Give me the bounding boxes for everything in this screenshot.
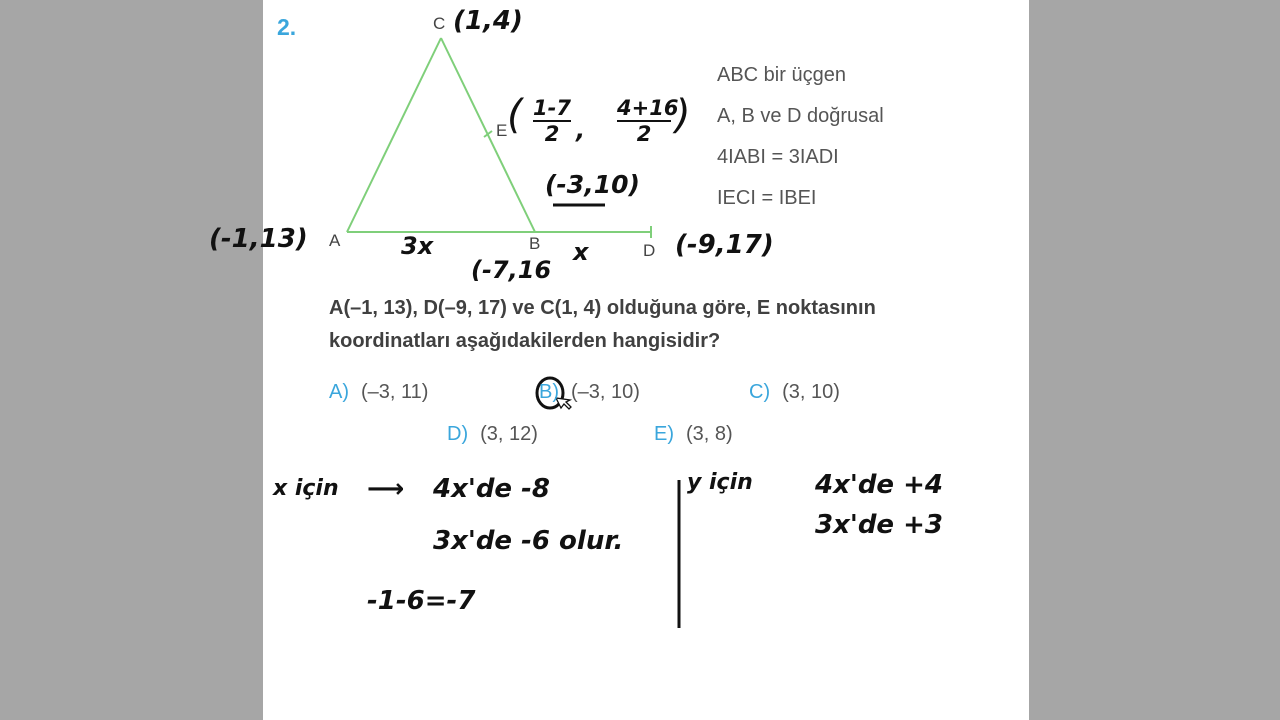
givens-list xyxy=(717,55,884,219)
option-a[interactable]: A) (–3, 11) xyxy=(329,381,429,403)
y-label-note: y için xyxy=(687,470,753,495)
arrow-right-icon: ⟶ xyxy=(367,474,405,504)
vertex-a-label: A xyxy=(329,231,341,250)
side-ac xyxy=(347,38,441,232)
ab-length-note: 3x xyxy=(401,232,434,260)
x-step-2: 3x'de -6 olur. xyxy=(433,526,624,556)
x-step-1: 4x'de -8 xyxy=(433,474,550,504)
x-label-note: x için xyxy=(273,476,339,501)
vertex-c-label: C xyxy=(433,14,446,33)
vertex-e-label: E xyxy=(496,121,508,140)
e-fraction-y xyxy=(617,96,679,146)
e-fraction-x-den: 2 xyxy=(533,120,571,146)
vertex-d-label: D xyxy=(643,241,656,260)
question-line-2: koordinatları aşağıdakilerden hangisidir? xyxy=(329,330,721,352)
given-3: 4IABI = 3IADI xyxy=(717,146,839,168)
option-e[interactable]: E) (3, 8) xyxy=(654,423,733,445)
option-d[interactable]: D) (3, 12) xyxy=(447,423,538,445)
vertex-b-label: B xyxy=(529,234,541,253)
y-step-1: 4x'de +4 xyxy=(815,470,943,500)
b-coordinate-note: (-7,16 xyxy=(471,256,552,284)
a-coordinate-note: (-1,13) xyxy=(209,224,308,254)
option-c[interactable]: C) (3, 10) xyxy=(749,381,840,403)
given-2: A, B ve D doğrusal xyxy=(717,105,884,127)
option-b[interactable]: B) (–3, 10) xyxy=(539,381,640,403)
y-step-2: 3x'de +3 xyxy=(815,510,943,540)
e-fraction-x-num: 1-7 xyxy=(533,96,571,120)
e-comma: , xyxy=(576,116,586,144)
e-fraction-x xyxy=(533,96,571,146)
d-coordinate-note: (-9,17) xyxy=(675,230,774,260)
question-text xyxy=(329,292,876,358)
c-coordinate-note: (1,4) xyxy=(453,6,523,36)
e-open-paren: ( xyxy=(507,92,523,138)
x-step-3: -1-6=-7 xyxy=(367,586,476,616)
question-line-1: A(–1, 13), D(–9, 17) ve C(1, 4) olduğuna göre, E noktasının xyxy=(329,297,876,319)
e-result-note: (-3,10) xyxy=(545,170,640,199)
given-1: ABC bir üçgen xyxy=(717,64,846,86)
e-close-paren: ) xyxy=(675,92,691,138)
given-4: IECI = IBEI xyxy=(717,187,817,209)
e-fraction-y-num: 4+16 xyxy=(617,96,679,120)
bd-length-note: x xyxy=(573,238,589,266)
worksheet-page xyxy=(209,0,1029,720)
e-fraction-y-den: 2 xyxy=(617,120,671,146)
question-number: 2. xyxy=(277,14,297,40)
